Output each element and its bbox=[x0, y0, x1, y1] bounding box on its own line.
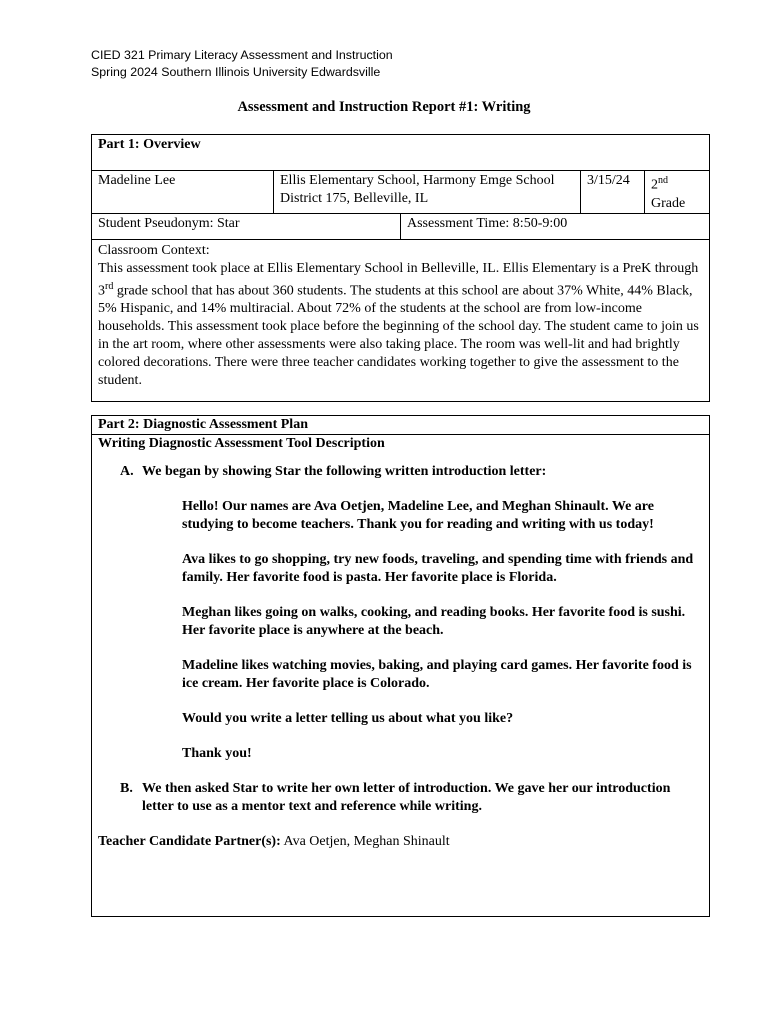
letter-paragraph: Hello! Our names are Ava Oetjen, Madeline Lee, and Meghan Shinault. We are studying to become teachers. Thank you for reading and writing with us today! bbox=[182, 499, 654, 532]
candidate-name-cell: Madeline Lee bbox=[92, 171, 274, 214]
item-a-text: We began by showing Star the following written introduction letter: bbox=[142, 464, 547, 479]
partners-value: Ava Oetjen, Meghan Shinault bbox=[280, 834, 450, 849]
grade-cell bbox=[645, 171, 710, 214]
grade-suffix: nd bbox=[658, 175, 668, 186]
school-cell: Ellis Elementary School, Harmony Emge School District 175, Belleville, IL bbox=[274, 171, 581, 214]
document-title: Assessment and Instruction Report #1: Writing bbox=[237, 99, 531, 115]
letter-paragraph: Meghan likes going on walks, cooking, and reading books. Her favorite food is sushi. Her favorite place is anywhere at the beach. bbox=[182, 605, 686, 638]
grade-word: Grade bbox=[651, 195, 686, 211]
term-line: Spring 2024 Southern Illinois University Edwardsville bbox=[91, 65, 381, 79]
item-b-label: B. bbox=[120, 781, 133, 796]
date-cell: 3/15/24 bbox=[581, 171, 645, 214]
letter-paragraph: Ava likes to go shopping, try new foods, traveling, and spending time with friends and family. Her favorite food is pasta. Her favorite place is Florida. bbox=[182, 552, 694, 585]
classroom-context-cell bbox=[92, 239, 710, 401]
item-a-label: A. bbox=[120, 464, 134, 479]
tool-heading: Writing Diagnostic Assessment Tool Description bbox=[98, 436, 385, 451]
letter-paragraph: Thank you! bbox=[182, 746, 252, 761]
partners-line bbox=[98, 833, 703, 851]
letter-paragraph: Would you write a letter telling us about what you like? bbox=[182, 711, 514, 726]
course-header bbox=[91, 47, 393, 81]
letter-paragraph: Madeline likes watching movies, baking, and playing card games. Her favorite food is ice cream. Her favorite place is Colorado. bbox=[182, 658, 692, 691]
partners-label: Teacher Candidate Partner(s): bbox=[98, 834, 281, 849]
assessment-tool-cell bbox=[92, 435, 710, 917]
part1-heading: Part 1: Overview bbox=[92, 135, 710, 171]
item-b-text: We then asked Star to write her own letter of introduction. We gave her our introduction letter to use as a mentor text and reference while writing. bbox=[142, 781, 671, 814]
grade-number: 2 bbox=[651, 177, 658, 193]
part2-heading: Part 2: Diagnostic Assessment Plan bbox=[92, 416, 710, 435]
overview-table bbox=[91, 134, 710, 402]
item-b bbox=[120, 780, 703, 816]
assessment-plan-table bbox=[91, 415, 710, 917]
pseudonym-cell: Student Pseudonym: Star bbox=[92, 213, 401, 239]
introduction-letter bbox=[182, 498, 703, 763]
course-line: CIED 321 Primary Literacy Assessment and Instruction bbox=[91, 48, 393, 62]
context-label: Classroom Context: bbox=[98, 242, 210, 258]
assessment-time-cell: Assessment Time: 8:50-9:00 bbox=[401, 213, 710, 239]
context-superscript: rd bbox=[105, 280, 114, 292]
item-a bbox=[120, 463, 703, 481]
context-paragraph: This assessment took place at Ellis Elementary School in Belleville, IL. Ellis Elementary is a PreK through 3rd grade school that has about 360 students. The students at this school are about 37% White, 44% Black, 5% Hispanic, and 14% multiracial. About 72% of the students at the school are from low-income households. This assessment took place before the beginning of the school day. The student came to join us in the art room, where other assessments were also taking place. The room was well-lit and had brightly colored decorations. There were three teacher candidates working together to give the assessment to the student. bbox=[98, 260, 699, 389]
